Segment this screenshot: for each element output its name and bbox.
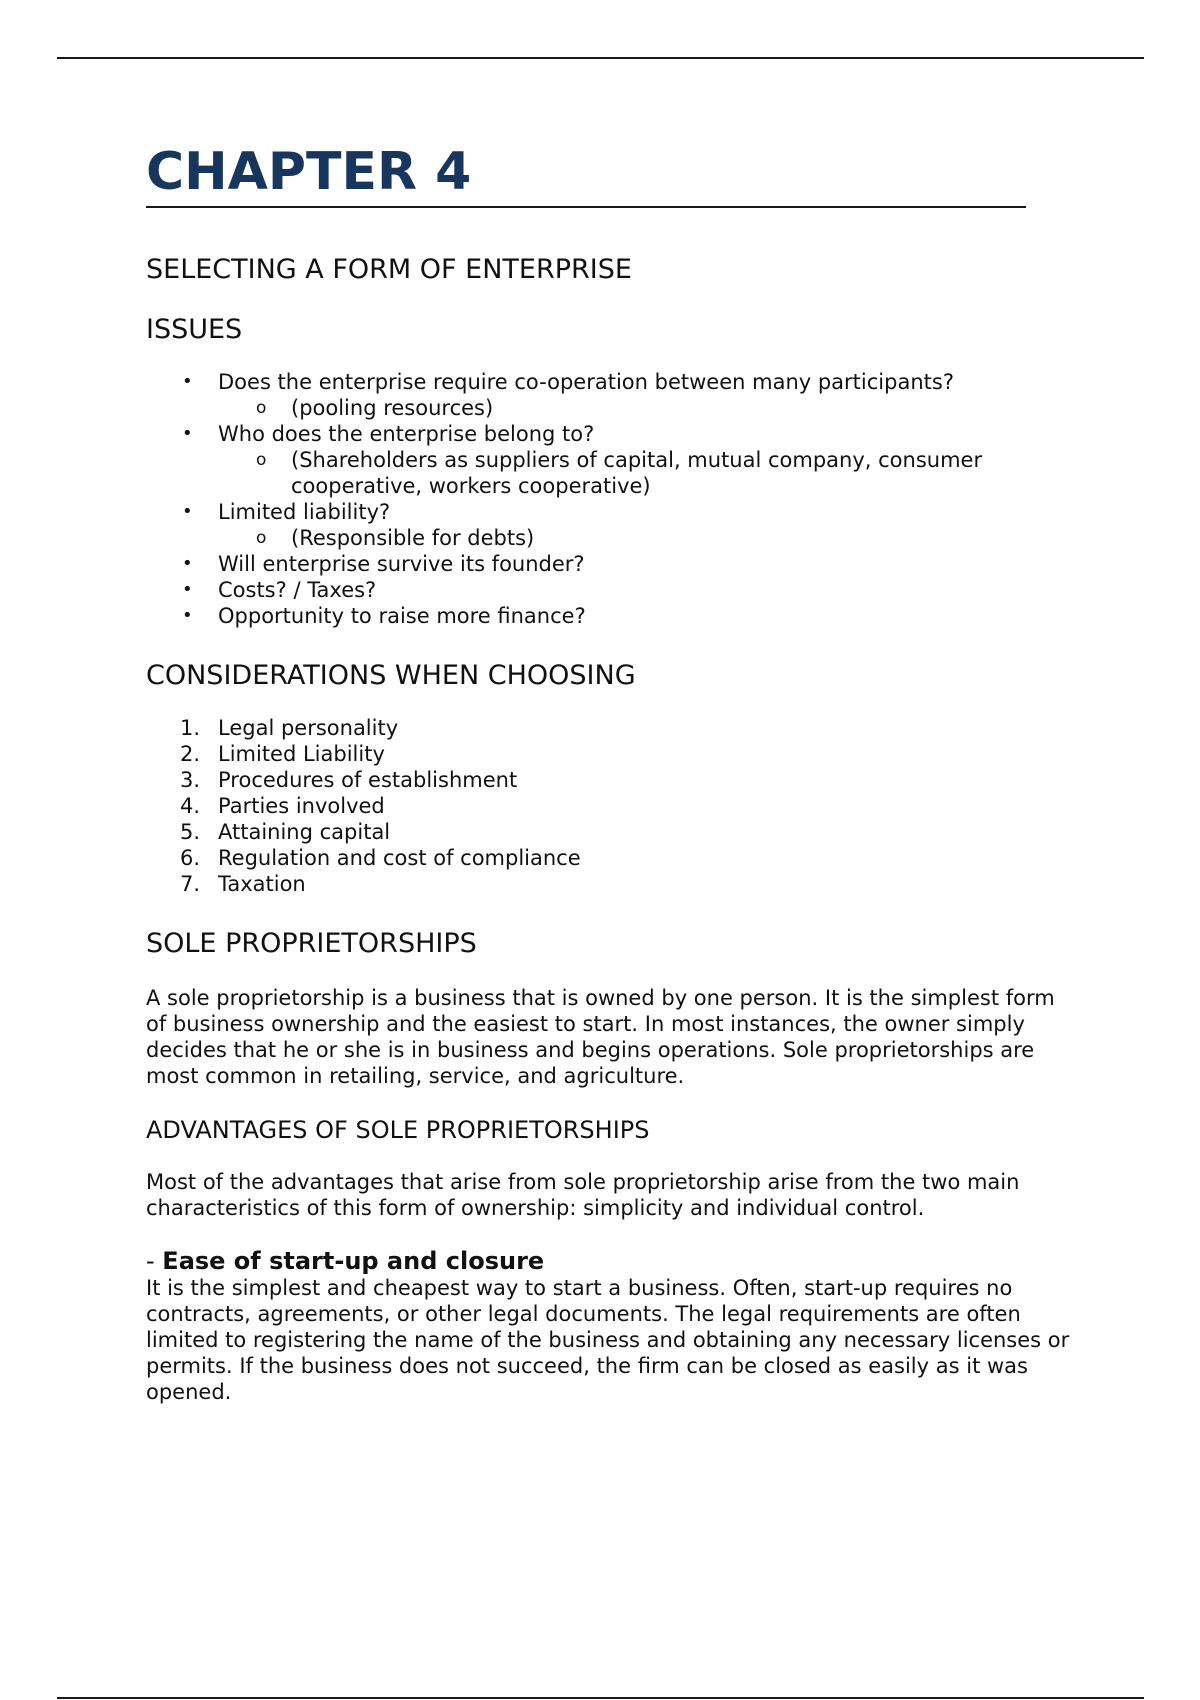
consideration-item	[146, 715, 1076, 741]
consideration-text: Legal personality	[218, 716, 399, 740]
issue-text: Will enterprise survive its founder?	[218, 552, 585, 576]
issue-subtext: (Responsible for debts)	[291, 526, 535, 550]
list-number: 6.	[180, 846, 201, 870]
consideration-item	[146, 741, 1076, 767]
ease-subheading	[146, 1247, 1076, 1275]
issue-text: Who does the enterprise belong to?	[218, 422, 595, 446]
issues-list	[146, 369, 1076, 629]
bullet-icon: •	[182, 423, 193, 444]
bullet-icon: •	[182, 371, 193, 392]
issue-item	[146, 369, 1076, 421]
consideration-item	[146, 871, 1076, 897]
subhead-prefix: -	[146, 1247, 163, 1275]
subhead-bold: Ease of start-up and closure	[162, 1247, 545, 1275]
circle-bullet-icon: o	[256, 528, 267, 548]
consideration-text: Taxation	[218, 872, 306, 896]
issue-item	[146, 551, 1076, 577]
chapter-title: CHAPTER 4	[146, 140, 1026, 208]
issue-subitem	[218, 395, 1076, 421]
section-title: SELECTING A FORM OF ENTERPRISE	[146, 254, 632, 285]
advantages-heading: ADVANTAGES OF SOLE PROPRIETORSHIPS	[146, 1116, 650, 1144]
issue-item	[146, 499, 1076, 551]
issue-text: Opportunity to raise more finance?	[218, 604, 586, 628]
circle-bullet-icon: o	[256, 398, 267, 418]
issue-subtext: (pooling resources)	[291, 396, 494, 420]
issue-sublist	[218, 447, 1076, 499]
consideration-text: Procedures of establishment	[218, 768, 518, 792]
issues-heading: ISSUES	[146, 314, 243, 345]
bullet-icon: •	[182, 501, 193, 522]
issue-subitem	[218, 525, 1076, 551]
consideration-item	[146, 767, 1076, 793]
document-page	[146, 140, 1076, 1405]
sole-heading: SOLE PROPRIETORSHIPS	[146, 928, 477, 959]
issue-item	[146, 421, 1076, 499]
list-number: 5.	[180, 820, 201, 844]
issue-subtext: (Shareholders as suppliers of capital, mutual company, consumer cooperative, workers cooperative)	[291, 448, 983, 498]
top-rule	[57, 57, 1144, 59]
issue-sublist	[218, 525, 1076, 551]
considerations-heading: CONSIDERATIONS WHEN CHOOSING	[146, 660, 636, 691]
list-number: 4.	[180, 794, 201, 818]
sole-paragraph: A sole proprietorship is a business that is owned by one person. It is the simplest form of business ownership and the easiest to start. In most instances, the owner simply decides that he or she is in business and begins operations. Sole proprietorships are most common in retailing, service, and agriculture.	[146, 986, 1055, 1088]
bullet-icon: •	[182, 553, 193, 574]
bullet-icon: •	[182, 605, 193, 626]
consideration-text: Attaining capital	[218, 820, 391, 844]
list-number: 2.	[180, 742, 201, 766]
issue-text: Costs? / Taxes?	[218, 578, 377, 602]
list-number: 1.	[180, 716, 201, 740]
consideration-item	[146, 845, 1076, 871]
bullet-icon: •	[182, 579, 193, 600]
consideration-item	[146, 819, 1076, 845]
considerations-list	[146, 715, 1076, 897]
issue-subitem	[218, 447, 1076, 499]
consideration-item	[146, 793, 1076, 819]
list-number: 7.	[180, 872, 201, 896]
list-number: 3.	[180, 768, 201, 792]
consideration-text: Limited Liability	[218, 742, 385, 766]
consideration-text: Parties involved	[218, 794, 385, 818]
ease-paragraph: It is the simplest and cheapest way to start a business. Often, start-up requires no contracts, agreements, or other legal documents. The legal requirements are often limited to registering the name of the business and obtaining any necessary licenses or permits. If the business does not succeed, the firm can be closed as easily as it was opened.	[146, 1276, 1070, 1404]
circle-bullet-icon: o	[256, 450, 267, 470]
consideration-text: Regulation and cost of compliance	[218, 846, 581, 870]
issue-sublist	[218, 395, 1076, 421]
bottom-rule	[57, 1697, 1144, 1699]
advantages-paragraph: Most of the advantages that arise from sole proprietorship arise from the two main characteristics of this form of ownership: simplicity and individual control.	[146, 1170, 1020, 1220]
issue-text: Does the enterprise require co-operation between many participants?	[218, 370, 954, 394]
issue-item	[146, 577, 1076, 603]
issue-text: Limited liability?	[218, 500, 391, 524]
issue-item	[146, 603, 1076, 629]
